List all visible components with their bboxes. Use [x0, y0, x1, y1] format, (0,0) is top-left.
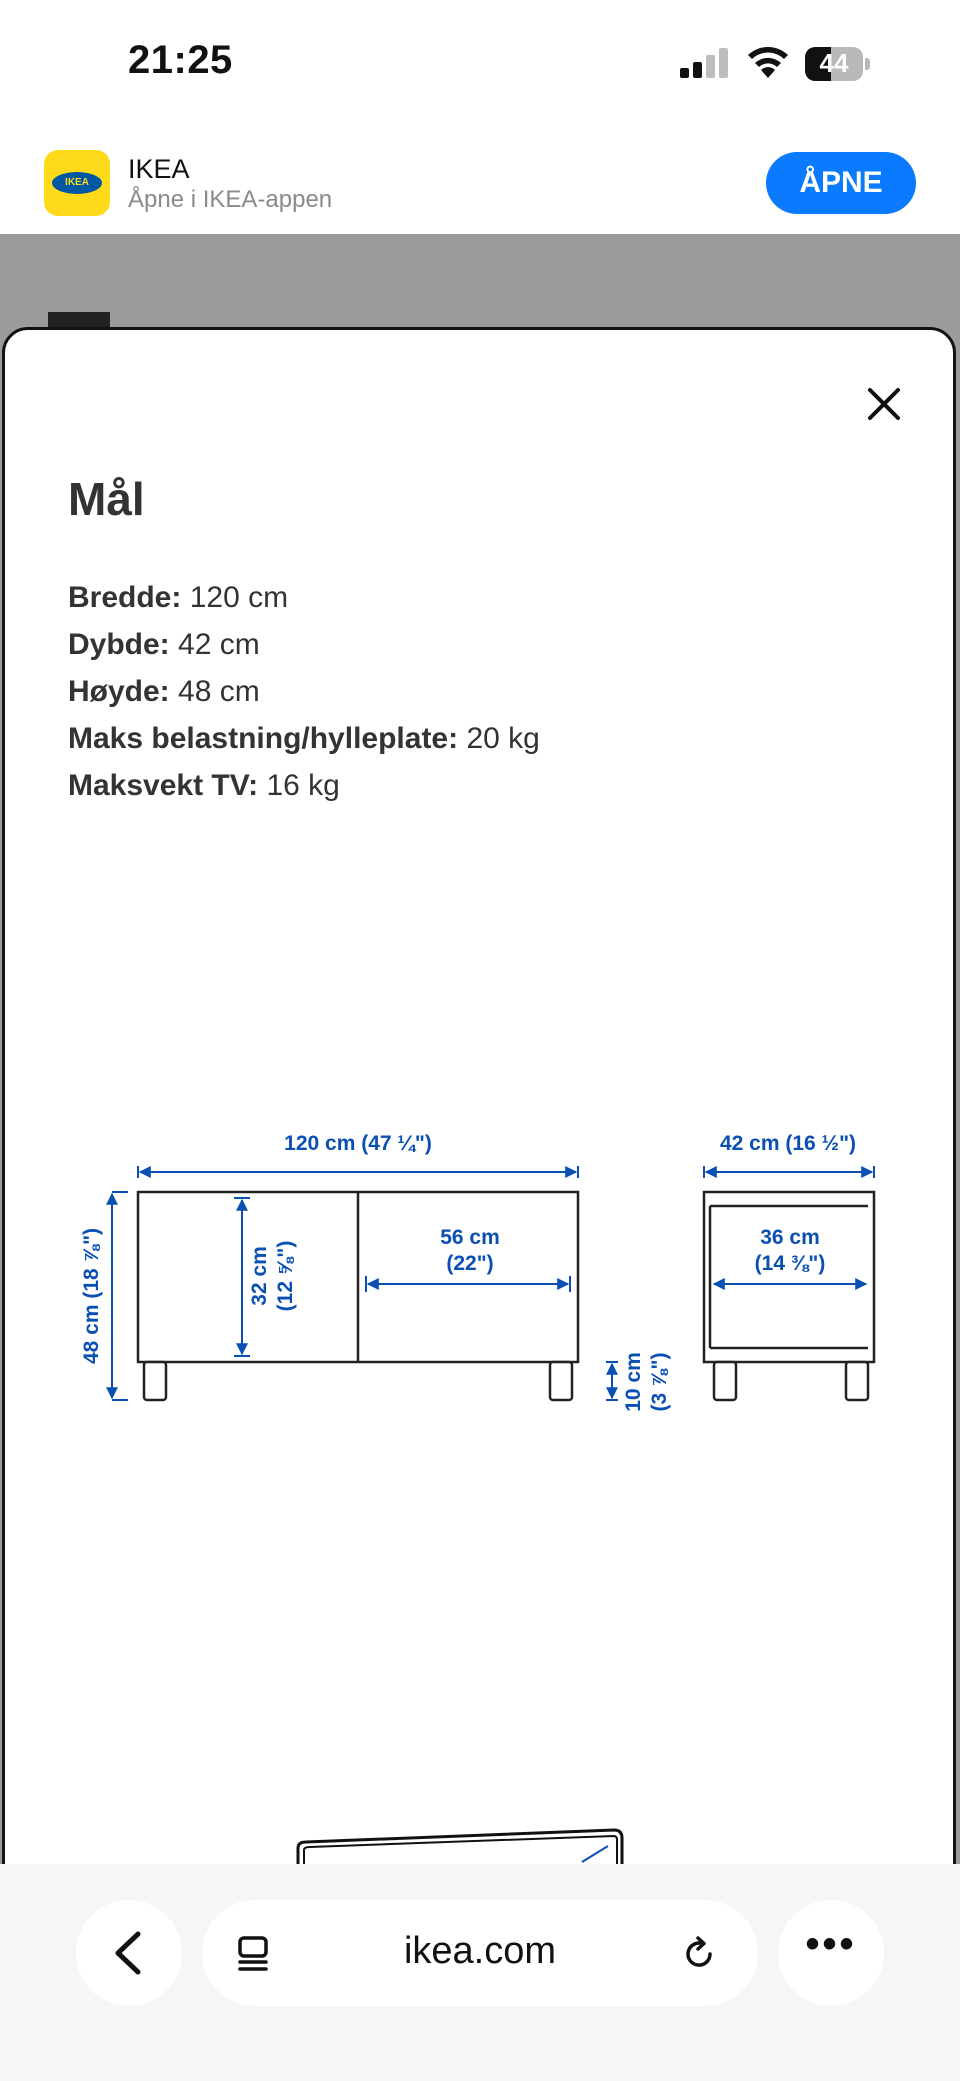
ikea-logo-text: IKEA — [65, 177, 89, 188]
app-banner[interactable] — [0, 130, 960, 234]
front-view — [138, 1192, 578, 1400]
app-name: IKEA — [128, 154, 190, 184]
reload-icon[interactable] — [680, 1934, 720, 1974]
battery-level: 44 — [819, 48, 849, 78]
ikea-app-icon — [44, 150, 110, 216]
spec-max-shelf-load: Maks belastning/hylleplate: 20 kg — [68, 722, 540, 755]
wifi-icon — [745, 44, 791, 78]
spec-max-tv-weight: Maksvekt TV: 16 kg — [68, 769, 340, 802]
spec-width: Bredde: 120 cm — [68, 581, 289, 614]
inner-depth-in-label: (14 ⅜") — [754, 1252, 826, 1275]
status-time: 21:25 — [128, 38, 233, 82]
inner-depth-cm-label: 36 cm — [760, 1226, 820, 1249]
browser-toolbar — [0, 1864, 960, 2081]
inner-height-in-label: (12 ⅝") — [274, 1240, 297, 1312]
more-options-button[interactable] — [778, 1900, 884, 2006]
sheet-title: Mål — [68, 473, 145, 525]
leg-height-in-label: (3 ⅞") — [648, 1352, 671, 1412]
more-icon: ••• — [805, 1922, 857, 1966]
drawer-width-cm-label: 56 cm — [440, 1226, 500, 1249]
back-button[interactable] — [76, 1900, 182, 2006]
chevron-left-icon — [76, 1900, 182, 2006]
close-icon[interactable] — [860, 380, 908, 428]
dimension-diagram — [70, 1120, 890, 1440]
url-text: ikea.com — [403, 1930, 557, 1972]
side-depth-label: 42 cm (16 ½") — [719, 1132, 857, 1155]
front-width-label: 120 cm (47 ¼") — [284, 1132, 432, 1155]
open-app-button[interactable]: ÅPNE — [766, 152, 916, 214]
spec-height: Høyde: 48 cm — [68, 675, 260, 708]
spec-depth: Dybde: 42 cm — [68, 628, 260, 661]
inner-height-cm-label: 32 cm — [248, 1246, 271, 1306]
address-bar[interactable] — [202, 1900, 758, 2006]
leg-height-cm-label: 10 cm — [622, 1352, 645, 1412]
status-bar — [0, 0, 960, 130]
app-subtitle: Åpne i IKEA-appen — [128, 186, 333, 213]
cellular-signal-icon — [680, 48, 732, 78]
drawer-width-in-label: (22") — [446, 1252, 494, 1275]
side-view — [704, 1192, 874, 1400]
battery-icon — [805, 47, 871, 81]
total-height-label: 48 cm (18 ⅞") — [80, 1227, 103, 1365]
spec-list — [68, 574, 540, 809]
product-image-preview — [296, 1826, 626, 1866]
